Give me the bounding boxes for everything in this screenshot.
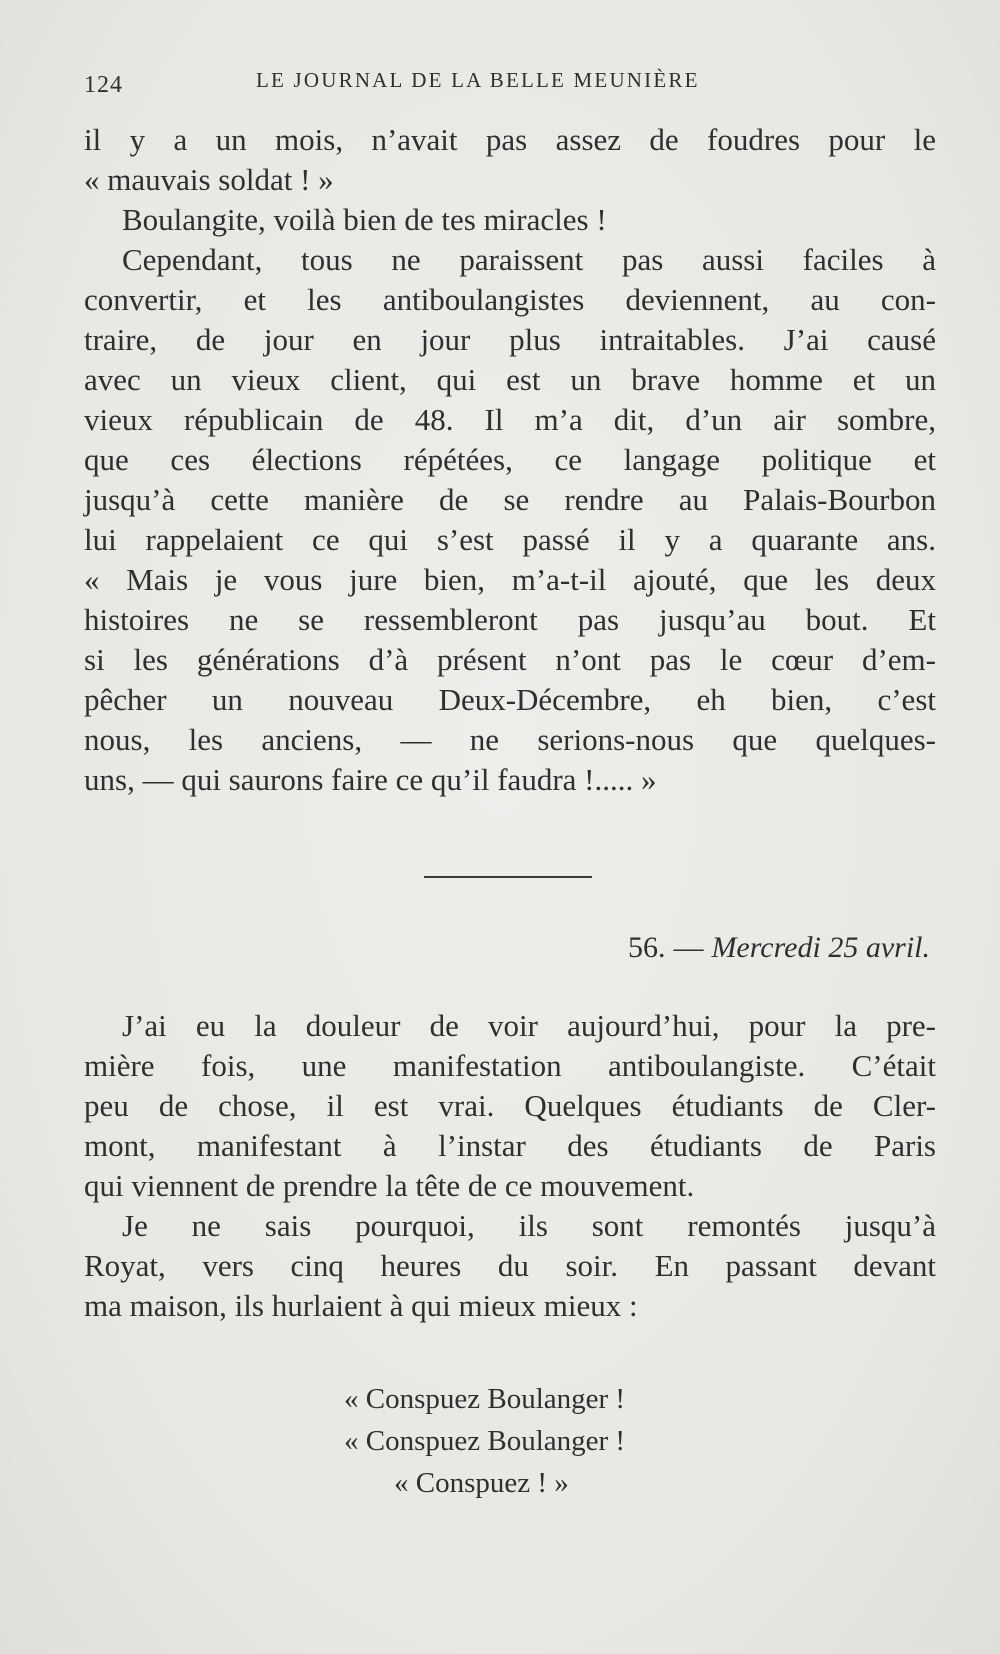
text-line: ma maison, ils hurlaient à qui mieux mieux : [84,1288,638,1323]
section-dash: — [673,931,704,964]
running-head [84,66,944,106]
text-line: convertir, et les antiboulangistes deviennent, au con- [84,282,936,317]
section-divider [424,876,592,878]
chant-line: « Conspuez Boulanger ! [344,1425,626,1457]
text-line: lui rappelaient ce qui s’est passé il y a quarante ans. [84,522,936,557]
section-date: Mercredi 25 avril. [711,931,930,964]
text-line: vieux républicain de 48. Il m’a dit, d’un air sombre, [84,402,936,437]
text-line: peu de chose, il est vrai. Quelques étudiants de Cler- [84,1088,936,1123]
text-block-top [84,120,936,800]
text-line: Boulangite, voilà bien de tes miracles ! [122,202,607,237]
text-line: nous, les anciens, — ne serions-nous que quelques- [84,722,936,757]
page-number: 124 [84,72,123,98]
running-title: LE JOURNAL DE LA BELLE MEUNIÈRE [256,68,700,92]
text-line: uns, — qui saurons faire ce qu’il faudra !..... » [84,762,657,797]
text-line: « Mais je vous jure bien, m’a-t-il ajouté, que les deux [84,562,936,597]
text-line: jusqu’à cette manière de se rendre au Palais-Bourbon [84,482,936,517]
text-line: Royat, vers cinq heures du soir. En passant devant [84,1248,936,1283]
text-block-bottom [84,1006,936,1326]
text-line: « mauvais soldat ! » [84,162,334,197]
text-line: il y a un mois, n’avait pas assez de foudres pour le [84,122,936,157]
chant-line: « Conspuez ! » [394,1467,569,1499]
text-line: qui viennent de prendre la tête de ce mouvement. [84,1168,695,1203]
text-line: histoires ne se ressembleront pas jusqu’au bout. Et [84,602,936,637]
chant-line: « Conspuez Boulanger ! [344,1383,626,1415]
text-line: que ces élections répétées, ce langage politique et [84,442,936,477]
text-line: si les générations d’à présent n’ont pas le cœur d’em- [84,642,936,677]
text-line: mière fois, une manifestation antiboulangiste. C’était [84,1048,936,1083]
text-line: pêcher un nouveau Deux-Décembre, eh bien, c’est [84,682,936,717]
text-line: J’ai eu la douleur de voir aujourd’hui, pour la pre- [122,1008,936,1043]
section-heading [500,928,930,968]
text-line: avec un vieux client, qui est un brave homme et un [84,362,936,397]
text-line: Je ne sais pourquoi, ils sont remontés jusqu’à [122,1208,936,1243]
section-number: 56. [627,931,666,964]
chant-block [300,1378,750,1504]
text-line: mont, manifestant à l’instar des étudiants de Paris [84,1128,936,1163]
text-line: Cependant, tous ne paraissent pas aussi faciles à [122,242,936,277]
text-line: traire, de jour en jour plus intraitables. J’ai causé [84,322,936,357]
